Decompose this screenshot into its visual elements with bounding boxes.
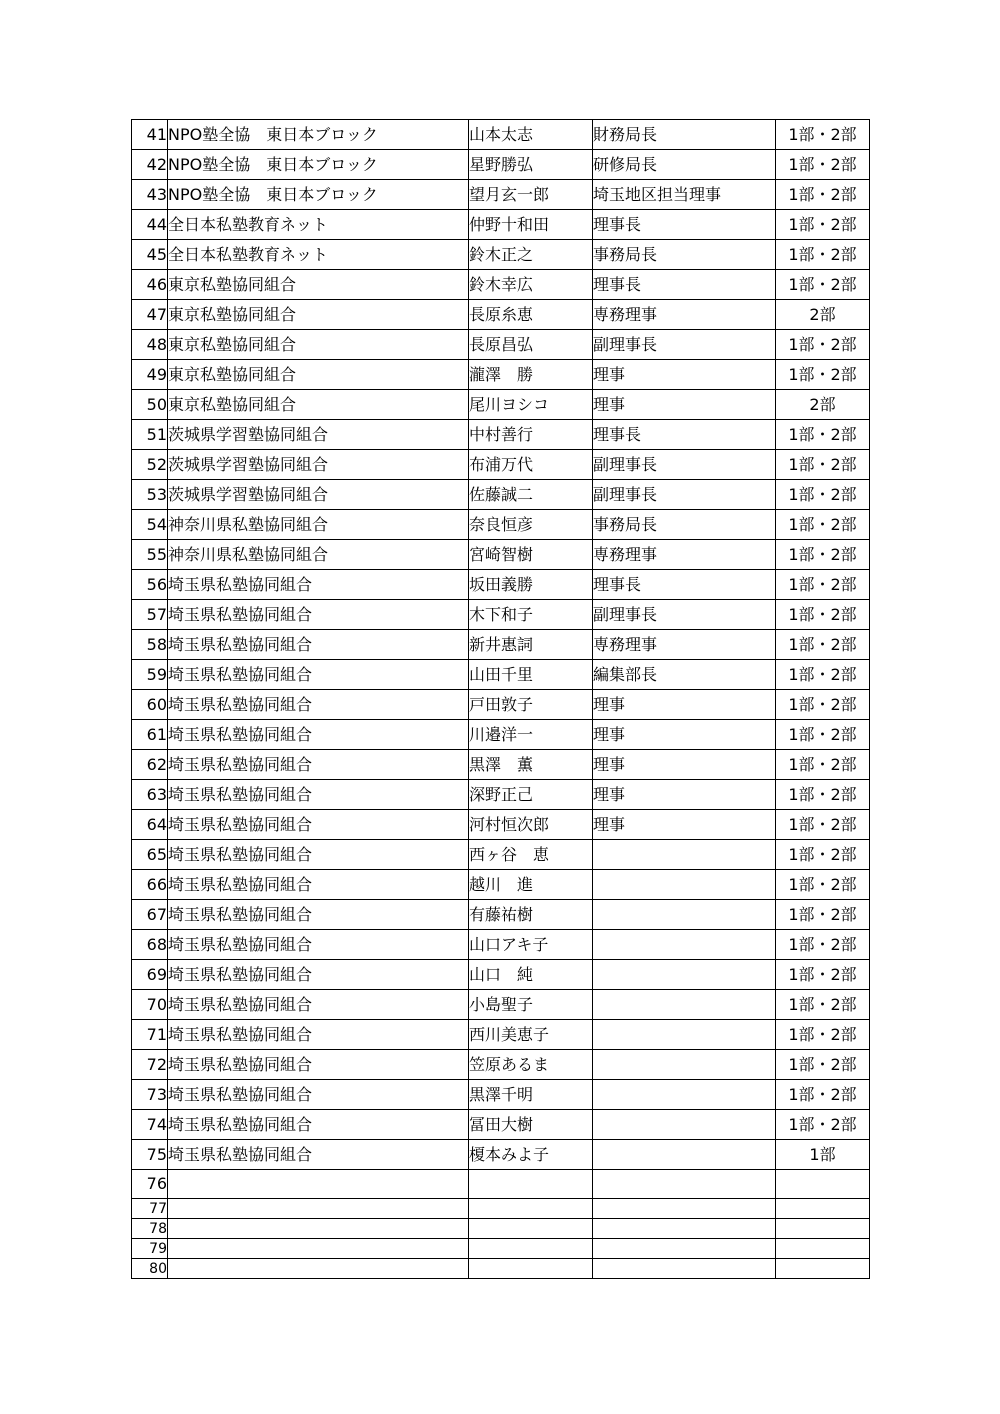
organization-cell: 茨城県学習塾協同組合 <box>168 480 469 510</box>
table-row <box>132 780 870 810</box>
organization-cell <box>168 1259 469 1279</box>
attendee-table-body <box>132 120 870 1279</box>
position-cell: 財務局長 <box>593 120 776 150</box>
organization-cell <box>168 1239 469 1259</box>
session-cell: 1部・2部 <box>776 180 870 210</box>
organization-cell: 埼玉県私塾協同組合 <box>168 870 469 900</box>
table-row <box>132 600 870 630</box>
position-cell: 理事 <box>593 690 776 720</box>
name-cell <box>469 1170 593 1199</box>
row-number: 63 <box>132 780 168 810</box>
name-cell: 黒澤千明 <box>469 1080 593 1110</box>
table-row <box>132 420 870 450</box>
session-cell: 1部・2部 <box>776 1020 870 1050</box>
name-cell: 望月玄一郎 <box>469 180 593 210</box>
name-cell: 坂田義勝 <box>469 570 593 600</box>
organization-cell: 茨城県学習塾協同組合 <box>168 450 469 480</box>
name-cell: 小島聖子 <box>469 990 593 1020</box>
session-cell: 1部 <box>776 1140 870 1170</box>
table-row <box>132 1219 870 1239</box>
row-number: 59 <box>132 660 168 690</box>
organization-cell: 埼玉県私塾協同組合 <box>168 1110 469 1140</box>
name-cell: 笠原あるま <box>469 1050 593 1080</box>
organization-cell: 埼玉県私塾協同組合 <box>168 960 469 990</box>
row-number: 45 <box>132 240 168 270</box>
session-cell: 1部・2部 <box>776 120 870 150</box>
name-cell: 佐藤誠二 <box>469 480 593 510</box>
session-cell: 1部・2部 <box>776 630 870 660</box>
row-number: 61 <box>132 720 168 750</box>
position-cell <box>593 900 776 930</box>
table-row <box>132 840 870 870</box>
table-row <box>132 690 870 720</box>
session-cell: 1部・2部 <box>776 270 870 300</box>
organization-cell: 埼玉県私塾協同組合 <box>168 1140 469 1170</box>
session-cell: 1部・2部 <box>776 1080 870 1110</box>
session-cell: 1部・2部 <box>776 480 870 510</box>
organization-cell: 全日本私塾教育ネット <box>168 210 469 240</box>
row-number: 44 <box>132 210 168 240</box>
position-cell: 埼玉地区担当理事 <box>593 180 776 210</box>
table-row <box>132 330 870 360</box>
position-cell: 専務理事 <box>593 300 776 330</box>
name-cell: 布浦万代 <box>469 450 593 480</box>
table-row <box>132 1140 870 1170</box>
position-cell <box>593 960 776 990</box>
name-cell: 河村恒次郎 <box>469 810 593 840</box>
name-cell: 宮崎智樹 <box>469 540 593 570</box>
position-cell: 理事長 <box>593 570 776 600</box>
table-row <box>132 180 870 210</box>
row-number: 72 <box>132 1050 168 1080</box>
organization-cell: 東京私塾協同組合 <box>168 330 469 360</box>
row-number: 80 <box>132 1259 168 1279</box>
session-cell: 1部・2部 <box>776 360 870 390</box>
position-cell: 専務理事 <box>593 630 776 660</box>
position-cell: 理事 <box>593 780 776 810</box>
row-number: 77 <box>132 1199 168 1219</box>
name-cell: 星野勝弘 <box>469 150 593 180</box>
table-row <box>132 900 870 930</box>
session-cell: 1部・2部 <box>776 210 870 240</box>
table-row <box>132 480 870 510</box>
organization-cell: 埼玉県私塾協同組合 <box>168 930 469 960</box>
table-row <box>132 1050 870 1080</box>
table-row <box>132 150 870 180</box>
row-number: 60 <box>132 690 168 720</box>
attendee-table <box>131 119 870 1279</box>
session-cell: 1部・2部 <box>776 330 870 360</box>
name-cell: 木下和子 <box>469 600 593 630</box>
table-row <box>132 450 870 480</box>
session-cell: 1部・2部 <box>776 240 870 270</box>
name-cell: 山口アキ子 <box>469 930 593 960</box>
session-cell <box>776 1199 870 1219</box>
session-cell: 1部・2部 <box>776 750 870 780</box>
name-cell: 有藤祐樹 <box>469 900 593 930</box>
position-cell: 専務理事 <box>593 540 776 570</box>
session-cell: 1部・2部 <box>776 930 870 960</box>
position-cell: 理事 <box>593 360 776 390</box>
organization-cell <box>168 1170 469 1199</box>
row-number: 76 <box>132 1170 168 1199</box>
organization-cell: 茨城県学習塾協同組合 <box>168 420 469 450</box>
row-number: 69 <box>132 960 168 990</box>
row-number: 68 <box>132 930 168 960</box>
table-row <box>132 540 870 570</box>
table-row <box>132 390 870 420</box>
organization-cell: 埼玉県私塾協同組合 <box>168 840 469 870</box>
position-cell: 研修局長 <box>593 150 776 180</box>
session-cell: 1部・2部 <box>776 870 870 900</box>
row-number: 64 <box>132 810 168 840</box>
session-cell <box>776 1170 870 1199</box>
position-cell <box>593 1219 776 1239</box>
position-cell: 理事長 <box>593 270 776 300</box>
session-cell: 1部・2部 <box>776 690 870 720</box>
session-cell: 1部・2部 <box>776 660 870 690</box>
session-cell: 1部・2部 <box>776 150 870 180</box>
position-cell <box>593 1020 776 1050</box>
position-cell: 理事長 <box>593 420 776 450</box>
name-cell: 奈良恒彦 <box>469 510 593 540</box>
session-cell: 1部・2部 <box>776 1110 870 1140</box>
table-row <box>132 750 870 780</box>
organization-cell: 埼玉県私塾協同組合 <box>168 660 469 690</box>
position-cell <box>593 1170 776 1199</box>
session-cell: 1部・2部 <box>776 540 870 570</box>
session-cell: 1部・2部 <box>776 570 870 600</box>
organization-cell: 埼玉県私塾協同組合 <box>168 1080 469 1110</box>
position-cell: 副理事長 <box>593 480 776 510</box>
position-cell <box>593 1050 776 1080</box>
table-row <box>132 240 870 270</box>
position-cell: 事務局長 <box>593 240 776 270</box>
position-cell <box>593 1110 776 1140</box>
table-row <box>132 270 870 300</box>
row-number: 49 <box>132 360 168 390</box>
organization-cell: 全日本私塾教育ネット <box>168 240 469 270</box>
table-row <box>132 660 870 690</box>
session-cell: 1部・2部 <box>776 990 870 1020</box>
name-cell <box>469 1259 593 1279</box>
organization-cell: NPO塾全協 東日本ブロック <box>168 120 469 150</box>
organization-cell: 神奈川県私塾協同組合 <box>168 540 469 570</box>
table-row <box>132 1110 870 1140</box>
row-number: 54 <box>132 510 168 540</box>
table-row <box>132 1259 870 1279</box>
name-cell: 西ヶ谷 恵 <box>469 840 593 870</box>
organization-cell: 埼玉県私塾協同組合 <box>168 900 469 930</box>
position-cell: 理事 <box>593 720 776 750</box>
position-cell <box>593 840 776 870</box>
position-cell <box>593 870 776 900</box>
session-cell: 1部・2部 <box>776 900 870 930</box>
row-number: 43 <box>132 180 168 210</box>
table-row <box>132 120 870 150</box>
organization-cell: 埼玉県私塾協同組合 <box>168 570 469 600</box>
name-cell: 鈴木正之 <box>469 240 593 270</box>
position-cell: 理事長 <box>593 210 776 240</box>
table-row <box>132 1239 870 1259</box>
position-cell: 副理事長 <box>593 600 776 630</box>
position-cell: 理事 <box>593 390 776 420</box>
row-number: 58 <box>132 630 168 660</box>
organization-cell: 埼玉県私塾協同組合 <box>168 690 469 720</box>
name-cell: 新井惠詞 <box>469 630 593 660</box>
name-cell: 戸田敦子 <box>469 690 593 720</box>
session-cell: 1部・2部 <box>776 840 870 870</box>
row-number: 41 <box>132 120 168 150</box>
name-cell: 仲野十和田 <box>469 210 593 240</box>
session-cell: 2部 <box>776 390 870 420</box>
organization-cell: 東京私塾協同組合 <box>168 270 469 300</box>
table-row <box>132 870 870 900</box>
name-cell: 長原昌弘 <box>469 330 593 360</box>
position-cell <box>593 930 776 960</box>
organization-cell: 埼玉県私塾協同組合 <box>168 720 469 750</box>
name-cell: 尾川ヨシコ <box>469 390 593 420</box>
name-cell: 山口 純 <box>469 960 593 990</box>
name-cell: 深野正己 <box>469 780 593 810</box>
name-cell <box>469 1199 593 1219</box>
name-cell: 川邉洋一 <box>469 720 593 750</box>
row-number: 74 <box>132 1110 168 1140</box>
row-number: 62 <box>132 750 168 780</box>
name-cell: 中村善行 <box>469 420 593 450</box>
row-number: 42 <box>132 150 168 180</box>
row-number: 73 <box>132 1080 168 1110</box>
organization-cell: NPO塾全協 東日本ブロック <box>168 180 469 210</box>
row-number: 79 <box>132 1239 168 1259</box>
row-number: 55 <box>132 540 168 570</box>
row-number: 50 <box>132 390 168 420</box>
table-row <box>132 960 870 990</box>
organization-cell: 埼玉県私塾協同組合 <box>168 600 469 630</box>
name-cell: 榎本みよ子 <box>469 1140 593 1170</box>
session-cell: 1部・2部 <box>776 960 870 990</box>
table-row <box>132 810 870 840</box>
row-number: 52 <box>132 450 168 480</box>
organization-cell: 東京私塾協同組合 <box>168 390 469 420</box>
organization-cell: 埼玉県私塾協同組合 <box>168 990 469 1020</box>
row-number: 56 <box>132 570 168 600</box>
row-number: 47 <box>132 300 168 330</box>
row-number: 71 <box>132 1020 168 1050</box>
position-cell: 副理事長 <box>593 330 776 360</box>
name-cell: 山田千里 <box>469 660 593 690</box>
session-cell: 2部 <box>776 300 870 330</box>
position-cell <box>593 1080 776 1110</box>
organization-cell: NPO塾全協 東日本ブロック <box>168 150 469 180</box>
row-number: 53 <box>132 480 168 510</box>
name-cell: 山本太志 <box>469 120 593 150</box>
row-number: 66 <box>132 870 168 900</box>
position-cell <box>593 1239 776 1259</box>
position-cell: 理事 <box>593 750 776 780</box>
session-cell: 1部・2部 <box>776 720 870 750</box>
row-number: 67 <box>132 900 168 930</box>
table-row <box>132 630 870 660</box>
table-row <box>132 510 870 540</box>
row-number: 70 <box>132 990 168 1020</box>
table-row <box>132 720 870 750</box>
name-cell <box>469 1219 593 1239</box>
session-cell: 1部・2部 <box>776 780 870 810</box>
row-number: 75 <box>132 1140 168 1170</box>
row-number: 46 <box>132 270 168 300</box>
session-cell: 1部・2部 <box>776 810 870 840</box>
name-cell: 冨田大樹 <box>469 1110 593 1140</box>
table-row <box>132 1170 870 1199</box>
row-number: 78 <box>132 1219 168 1239</box>
name-cell: 瀧澤 勝 <box>469 360 593 390</box>
organization-cell: 埼玉県私塾協同組合 <box>168 1020 469 1050</box>
row-number: 65 <box>132 840 168 870</box>
organization-cell: 埼玉県私塾協同組合 <box>168 810 469 840</box>
session-cell: 1部・2部 <box>776 450 870 480</box>
position-cell: 編集部長 <box>593 660 776 690</box>
name-cell: 西川美恵子 <box>469 1020 593 1050</box>
position-cell: 副理事長 <box>593 450 776 480</box>
row-number: 57 <box>132 600 168 630</box>
table-row <box>132 360 870 390</box>
session-cell <box>776 1219 870 1239</box>
table-row <box>132 990 870 1020</box>
name-cell: 黒澤 薫 <box>469 750 593 780</box>
organization-cell: 神奈川県私塾協同組合 <box>168 510 469 540</box>
table-row <box>132 1199 870 1219</box>
session-cell: 1部・2部 <box>776 510 870 540</box>
session-cell: 1部・2部 <box>776 1050 870 1080</box>
position-cell <box>593 990 776 1020</box>
table-row <box>132 1080 870 1110</box>
table-row <box>132 930 870 960</box>
position-cell <box>593 1140 776 1170</box>
organization-cell <box>168 1199 469 1219</box>
organization-cell: 埼玉県私塾協同組合 <box>168 1050 469 1080</box>
session-cell: 1部・2部 <box>776 600 870 630</box>
row-number: 51 <box>132 420 168 450</box>
session-cell <box>776 1259 870 1279</box>
organization-cell: 東京私塾協同組合 <box>168 300 469 330</box>
organization-cell: 埼玉県私塾協同組合 <box>168 630 469 660</box>
organization-cell: 埼玉県私塾協同組合 <box>168 780 469 810</box>
table-row <box>132 570 870 600</box>
name-cell: 長原糸恵 <box>469 300 593 330</box>
position-cell: 理事 <box>593 810 776 840</box>
name-cell: 鈴木幸広 <box>469 270 593 300</box>
session-cell <box>776 1239 870 1259</box>
name-cell: 越川 進 <box>469 870 593 900</box>
name-cell <box>469 1239 593 1259</box>
position-cell <box>593 1199 776 1219</box>
organization-cell: 埼玉県私塾協同組合 <box>168 750 469 780</box>
table-row <box>132 1020 870 1050</box>
session-cell: 1部・2部 <box>776 420 870 450</box>
organization-cell: 東京私塾協同組合 <box>168 360 469 390</box>
table-row <box>132 300 870 330</box>
table-row <box>132 210 870 240</box>
position-cell: 事務局長 <box>593 510 776 540</box>
organization-cell <box>168 1219 469 1239</box>
row-number: 48 <box>132 330 168 360</box>
position-cell <box>593 1259 776 1279</box>
